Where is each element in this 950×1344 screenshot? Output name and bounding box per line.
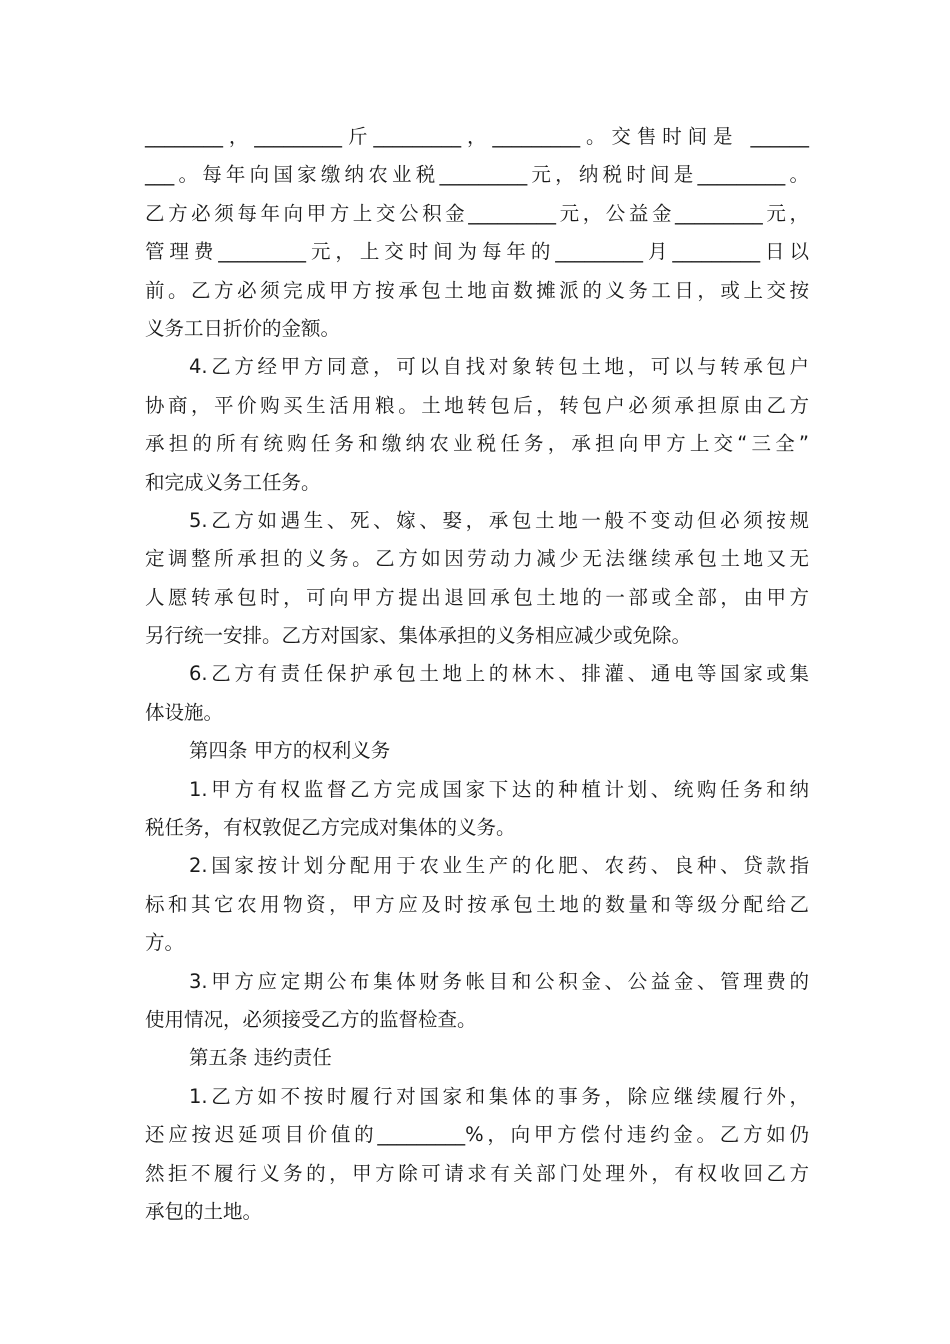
clause-1-start: 1.乙方如不按时履行对国家和集体的事务，除应继续履行外，	[189, 1084, 809, 1108]
text-line: 使用情况，必须接受乙方的监督检查。	[145, 1007, 477, 1031]
clause-3-start: 3.甲方应定期公布集体财务帐目和公积金、公益金、管理费的	[189, 969, 809, 993]
text-line: 管理费_________元，上交时间为每年的_________月_________日以	[145, 240, 809, 264]
text-line: 和完成义务工任务。	[145, 470, 321, 494]
text-line: 协商，平价购买生活用粮。土地转包后，转包户必须承担原由乙方	[145, 393, 809, 417]
article-5-heading: 第五条 违约责任	[189, 1046, 332, 1070]
text-line: 义务工日折价的金额。	[145, 316, 341, 340]
text-line: 还应按迟延项目价值的_________%，向甲方偿付违约金。乙方如仍	[145, 1123, 809, 1147]
clause-4-start: 4.乙方经甲方同意，可以自找对象转包土地，可以与转承包户	[189, 355, 809, 379]
text-line: ________，_________斤_________，_________。交售时间是 ______	[145, 125, 809, 148]
document-body	[145, 118, 809, 1231]
clause-6-start: 6.乙方有责任保护承包土地上的林木、排灌、通电等国家或集	[189, 662, 809, 686]
clause-2-start: 2.国家按计划分配用于农业生产的化肥、农药、良种、贷款指	[189, 854, 809, 878]
text-line: 乙方必须每年向甲方上交公积金_________元，公益金_________元，	[145, 201, 809, 225]
text-line: 方。	[145, 931, 185, 955]
clause-5-start: 5.乙方如遇生、死、嫁、娶，承包土地一般不变动但必须按规	[189, 508, 809, 532]
text-line: 承包的土地。	[145, 1199, 263, 1223]
text-line: 体设施。	[145, 700, 224, 724]
text-line: 人愿转承包时，可向甲方提出退回承包土地的一部或全部，由甲方	[145, 585, 809, 609]
text-line: 税任务，有权敦促乙方完成对集体的义务。	[145, 816, 516, 840]
clause-1-start: 1.甲方有权监督乙方完成国家下达的种植计划、统购任务和纳	[189, 777, 809, 801]
text-line: 另行统一安排。乙方对国家、集体承担的义务相应减少或免除。	[145, 624, 692, 648]
text-line: 然拒不履行义务的，甲方除可请求有关部门处理外，有权收回乙方	[145, 1161, 809, 1185]
text-line: 承担的所有统购任务和缴纳农业税任务，承担向甲方上交“三全”	[145, 432, 809, 456]
text-line: 定调整所承担的义务。乙方如因劳动力减少无法继续承包土地又无	[145, 547, 809, 571]
article-4-heading: 第四条 甲方的权利义务	[189, 739, 391, 763]
text-line: 标和其它农用物资，甲方应及时按承包土地的数量和等级分配给乙	[145, 892, 809, 916]
text-line: ___。每年向国家缴纳农业税_________元，纳税时间是_________。	[145, 163, 809, 187]
text-line: 前。乙方必须完成甲方按承包土地亩数摊派的义务工日，或上交按	[145, 278, 809, 302]
